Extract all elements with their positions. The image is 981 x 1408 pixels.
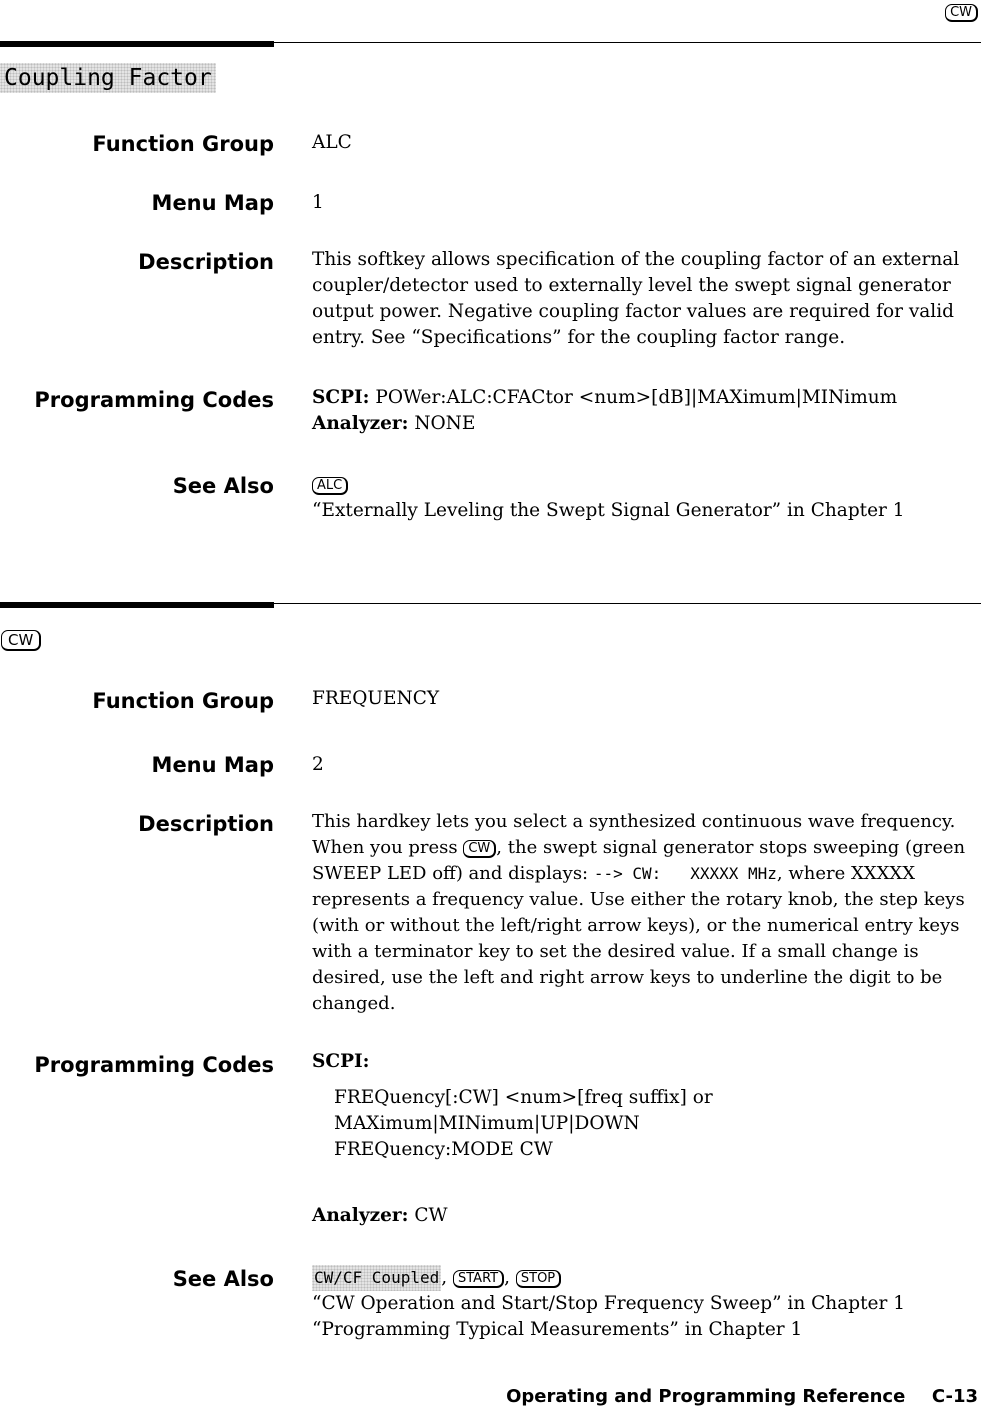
- section2-description-paragraph: [312, 809, 980, 1017]
- description-part2: , the swept signal generator stops sweeping (green SWEEP LED off) and displays:: [312, 837, 966, 884]
- section2-analyzer-line: [312, 1203, 980, 1229]
- section2-see-also-line1: “CW Operation and Start/Stop Frequency Sweep” in Chapter 1: [312, 1293, 905, 1314]
- section1-rule-thick: [0, 41, 274, 47]
- section1-programming-codes: [312, 385, 980, 437]
- page-footer: [506, 1386, 978, 1407]
- cw-title-keycap: CW: [1, 630, 41, 651]
- start-keycap: START: [453, 1270, 504, 1288]
- section2-description-label: Description: [138, 812, 274, 836]
- section1-scpi-line: [312, 385, 980, 411]
- section2-menu-map-value: 2: [312, 754, 324, 775]
- cw-cf-coupled-softkey: CW/CF Coupled: [312, 1265, 441, 1291]
- scpi-line3: FREQuency:MODE CW: [334, 1139, 553, 1160]
- section2-function-group-value: FREQUENCY: [312, 688, 440, 709]
- section2-menu-map-label: Menu Map: [151, 753, 274, 777]
- section1-menu-map-value: 1: [312, 192, 324, 213]
- section1-see-also-label: See Also: [172, 474, 274, 498]
- alc-keycap: ALC: [312, 477, 348, 495]
- section1-description-label: Description: [138, 250, 274, 274]
- scpi-line1: FREQuency[:CW] <num>[freq suffix] or: [334, 1087, 713, 1108]
- analyzer-label: Analyzer:: [312, 1205, 409, 1226]
- section1-rule-thin: [274, 42, 981, 43]
- section1-description-text: [312, 247, 980, 351]
- section2-see-also-label: See Also: [172, 1267, 274, 1291]
- page-number: C-13: [931, 1386, 978, 1407]
- section1-menu-map-label: Menu Map: [151, 191, 274, 215]
- description-part1: This hardkey lets you select a synthesized continuous wave frequency. When you press: [312, 811, 956, 858]
- section2-function-group-label: Function Group: [92, 689, 274, 713]
- section2-title: [1, 630, 41, 651]
- section2-see-also-line2: “Programming Typical Measurements” in Chapter 1: [312, 1319, 803, 1340]
- scpi-label: SCPI:: [312, 387, 370, 408]
- section2-rule-thick: [0, 602, 274, 608]
- section1-title: [0, 63, 216, 93]
- section1-function-group-label: Function Group: [92, 132, 274, 156]
- cw-keycap: CW: [945, 4, 978, 22]
- description-part3: , where XXXXX represents a frequency value. Use either the rotary knob, the step keys (with or without the left/right arrow keys), or the numerical entry keys with a terminator key to set the desired value. If a small change is desired, use the left and right arrow keys to underline the digit to be changed.: [312, 863, 965, 1014]
- section1-see-also: [312, 472, 980, 524]
- section1-function-group-value: ALC: [312, 132, 352, 153]
- cw-inline-keycap: CW: [463, 840, 496, 858]
- coupling-factor-softkey: Coupling Factor: [0, 63, 216, 93]
- analyzer-command: CW: [414, 1205, 448, 1226]
- stop-keycap: STOP: [516, 1270, 561, 1288]
- section1-see-also-line1: “Externally Leveling the Swept Signal Generator” in Chapter 1: [312, 500, 905, 521]
- analyzer-command: NONE: [414, 413, 476, 434]
- header-cw-key: [945, 2, 978, 22]
- analyzer-label: Analyzer:: [312, 413, 409, 434]
- section2-rule-thin: [274, 603, 981, 604]
- section1-programming-codes-label: Programming Codes: [34, 388, 274, 412]
- section2-programming-codes-label: Programming Codes: [34, 1053, 274, 1077]
- section2-see-also: CW/CF Coupled , START , STOP “CW Operation and Start/Stop Frequency Sweep” in Chapter 1 “Programming Typical Measurements” in Chapter 1: [312, 1265, 980, 1343]
- section2-description-text: [312, 809, 980, 1017]
- scpi-label: SCPI:: [312, 1051, 370, 1072]
- section2-programming-codes: [312, 1049, 980, 1163]
- section1-analyzer-line: [312, 411, 980, 437]
- footer-title: Operating and Programming Reference: [506, 1386, 906, 1407]
- section1-description-paragraph: This softkey allows specification of the coupling factor of an external coupler/detector used to externally level the swept signal generator output power. Negative coupling factor values are required for valid entry. See “Specifications” for the coupling factor range.: [312, 249, 960, 348]
- scpi-line2: MAXimum|MINimum|UP|DOWN: [334, 1113, 640, 1134]
- scpi-command: POWer:ALC:CFACtor <num>[dB]|MAXimum|MINimum: [375, 387, 898, 408]
- display-readout: --> CW: XXXXX MHz: [593, 864, 777, 883]
